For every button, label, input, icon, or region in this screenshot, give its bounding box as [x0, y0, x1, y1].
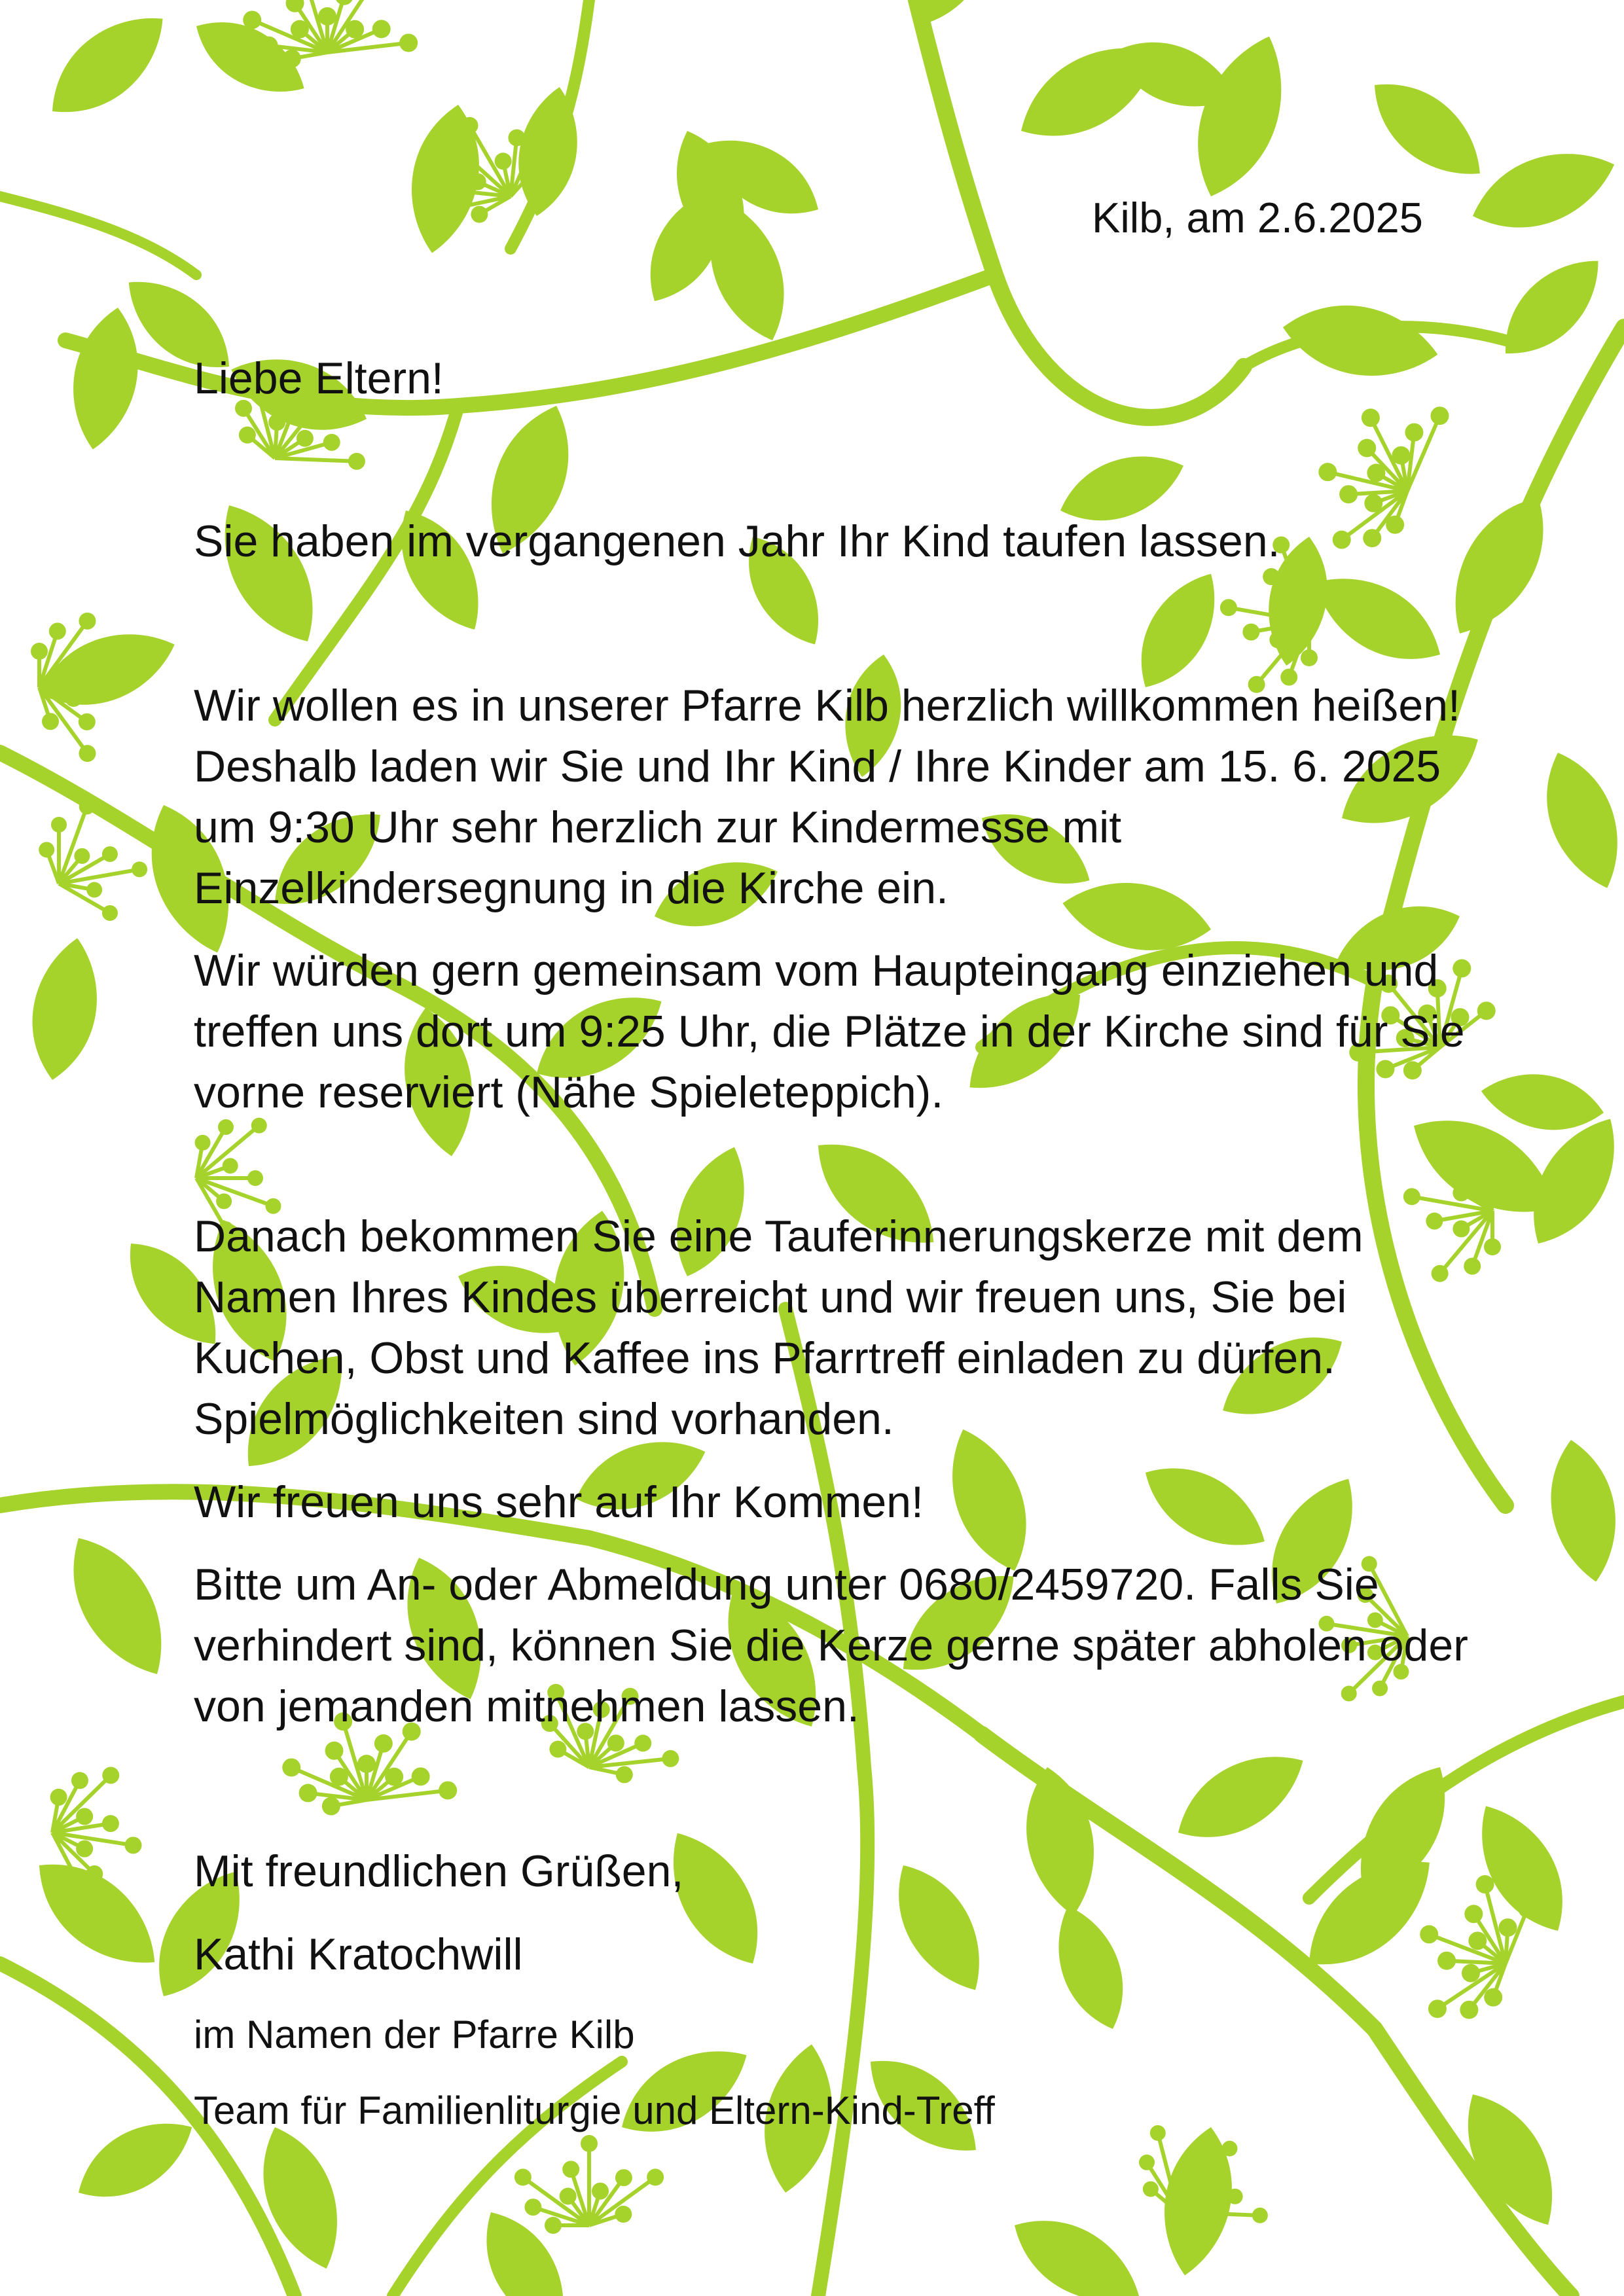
- paragraph-registration: Bitte um An- oder Abmeldung unter 0680/2459720. Falls Sie verhindert sind, können Sie die Kerze gerne später abholen oder von jemanden mitnehmen lassen.: [194, 1560, 1468, 1731]
- paragraph-candle: Danach bekommen Sie eine Tauferinnerungskerze mit dem Namen Ihres Kindes überreicht und wir freuen uns, Sie bei Kuchen, Obst und Kaffee ins Pfarrtreff einladen zu dürfen. Spielmöglichkeiten sind vorhanden.: [194, 1211, 1363, 1444]
- paragraph-invitation: Wir wollen es in unserer Pfarre Kilb herzlich willkommen heißen! Deshalb laden wir Sie und Ihr Kind / Ihre Kinder am 15. 6. 2025 um 9:30 Uhr sehr herzlich zur Kindermesse mit Einzelkindersegnung in die Kirche ein.: [194, 681, 1460, 913]
- paragraph-meeting: Wir würden gern gemeinsam vom Haupteingang einziehen und treffen uns dort um 9:25 Uhr, die Plätze in der Kirche sind für Sie vorne reserviert (Nähe Spieleteppich).: [194, 946, 1465, 1117]
- on-behalf-line: im Namen der Pfarre Kilb: [194, 2013, 635, 2056]
- date-line: Kilb, am 2.6.2025: [1092, 194, 1423, 242]
- signer-name: Kathi Kratochwill: [194, 1929, 523, 1979]
- closing: Mit freundlichen Grüßen,: [194, 1846, 684, 1896]
- salutation: Liebe Eltern!: [194, 353, 444, 403]
- team-line: Team für Familienliturgie und Eltern-Kind-Treff: [194, 2089, 995, 2132]
- paragraph-looking-forward: Wir freuen uns sehr auf Ihr Kommen!: [194, 1477, 924, 1527]
- paragraph-baptism: Sie haben im vergangenen Jahr Ihr Kind taufen lassen.: [194, 516, 1280, 566]
